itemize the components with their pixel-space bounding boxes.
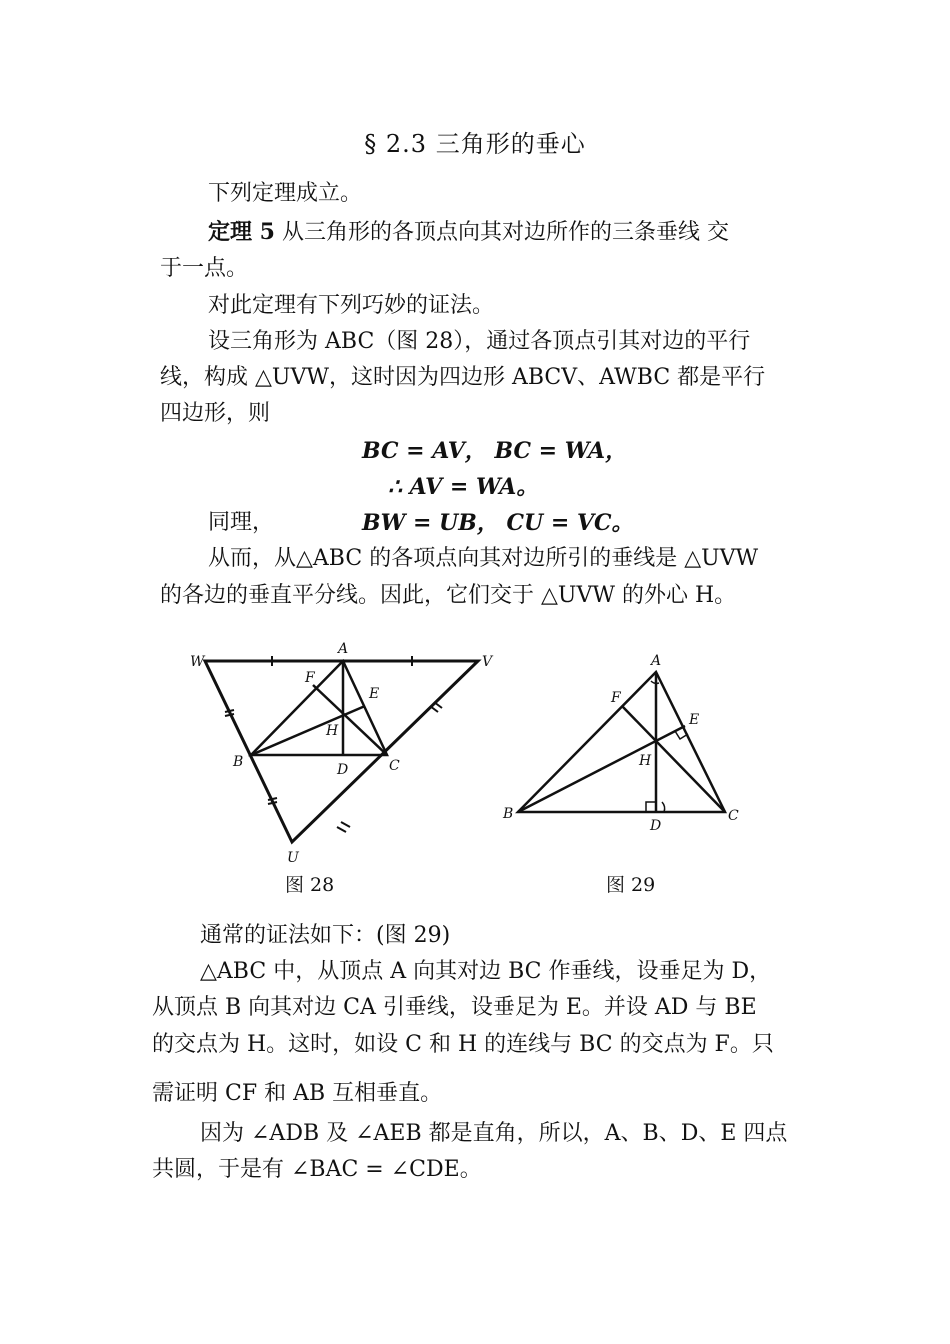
- paragraph-proof-3: 的交点为 H。这时，如设 C 和 H 的连线与 BC 的交点为 F。只: [152, 1032, 774, 1057]
- theorem-label: 定理 5: [208, 219, 275, 245]
- fig28-label-h: H: [326, 723, 339, 739]
- paragraph-cyclic-2: 共圆，于是有 ∠BAC = ∠CDE。: [152, 1157, 482, 1182]
- paragraph-proof-intro: 对此定理有下列巧妙的证法。: [208, 293, 495, 318]
- fig28-label-f: F: [305, 670, 315, 686]
- fig28-label-d: D: [337, 762, 349, 778]
- fig29-label-b: B: [503, 806, 514, 822]
- triangle-abc-29: [518, 672, 725, 812]
- paragraph-proof-1: △ABC 中，从顶点 A 向其对边 BC 作垂线，设垂足为 D，: [200, 959, 772, 984]
- paragraph-proof-2: 从顶点 B 向其对边 CA 引垂线，设垂足为 E。并设 AD 与 BE: [152, 995, 757, 1020]
- fig28-label-e: E: [369, 686, 380, 702]
- figure-29: [500, 650, 740, 834]
- altitude-be-29: [518, 726, 685, 812]
- paragraph-conclusion-1: 从而，从△ABC 的各项点向其对边所引的垂线是 △UVW: [208, 546, 759, 571]
- figure-28: [185, 640, 515, 870]
- paragraph-intro: 下列定理成立。: [208, 181, 363, 206]
- triangle-abc: [251, 661, 387, 755]
- tick-marks: [225, 656, 442, 832]
- fig28-label-w: W: [190, 654, 205, 670]
- fig29-label-a: A: [651, 653, 662, 669]
- theorem-line-2: 于一点。: [160, 256, 249, 281]
- fig29-label-f: F: [611, 690, 621, 706]
- fig28-label-u: U: [287, 850, 299, 866]
- line-cf-29: [622, 706, 725, 812]
- fig28-label-c: C: [389, 758, 400, 774]
- theorem-text: 从三角形的各顶点向其对边所作的三条垂线 交: [274, 220, 729, 245]
- paragraph-setup-1: 设三角形为 ABC（图 28），通过各顶点引其对边的平行: [208, 329, 751, 354]
- fig28-label-a: A: [338, 641, 349, 657]
- fig28-label-v: V: [482, 654, 493, 670]
- triangle-uvw: [205, 661, 478, 842]
- section-title: § 2.3 三角形的垂心: [364, 130, 586, 158]
- theorem-line-1: [208, 218, 729, 247]
- equation-3: BW = UB， CU = VC。: [362, 510, 634, 536]
- equation-1: BC = AV， BC = WA，: [362, 438, 628, 464]
- equation-2: ∴ AV = WA。: [388, 474, 539, 500]
- fig29-label-d: D: [650, 818, 662, 834]
- paragraph-proof-4: 需证明 CF 和 AB 互相垂直。: [152, 1081, 443, 1106]
- equation-3-label: 同理，: [208, 510, 275, 535]
- right-angle-marks: [646, 681, 688, 812]
- figure-29-caption: 图 29: [606, 874, 656, 896]
- fig29-label-e: E: [689, 712, 700, 728]
- paragraph-cyclic-1: 因为 ∠ADB 及 ∠AEB 都是直角，所以，A、B、D、E 四点: [200, 1121, 788, 1146]
- figure-28-caption: 图 28: [285, 874, 335, 896]
- fig29-label-h: H: [639, 753, 652, 769]
- fig29-label-c: C: [728, 808, 739, 824]
- altitude-be: [251, 706, 365, 755]
- paragraph-setup-3: 四边形，则: [160, 401, 271, 426]
- paragraph-conclusion-2: 的各边的垂直平分线。因此，它们交于 △UVW 的外心 H。: [160, 583, 737, 608]
- paragraph-usual-proof: 通常的证法如下：(图 29): [200, 923, 451, 948]
- paragraph-setup-2: 线，构成 △UVW，这时因为四边形 ABCV、AWBC 都是平行: [160, 365, 766, 390]
- fig28-label-b: B: [233, 754, 244, 770]
